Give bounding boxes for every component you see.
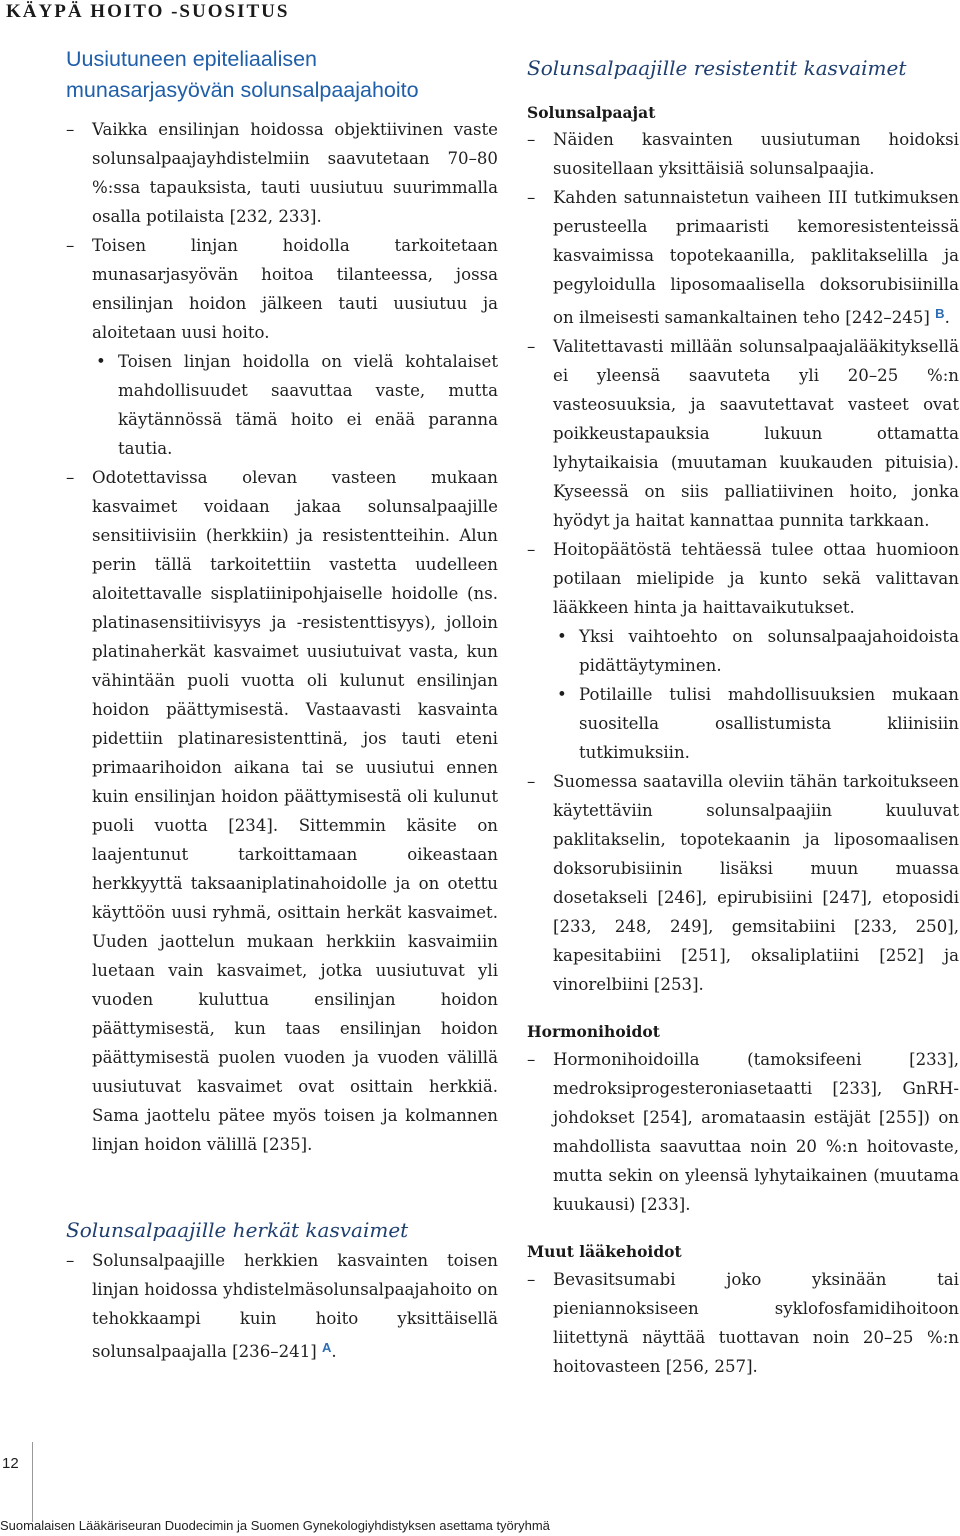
list-item: – Toisen linjan hoidolla tarkoitetaan munasarjasyövän hoitoa tilanteessa, jossa ensilinjan hoidon jälkeen tauti uusiutuu ja aloitetaan uusi hoito. <box>66 236 498 342</box>
right-body <box>527 56 959 1381</box>
list-item: – Näiden kasvainten uusiutuman hoidoksi suositellaan yksittäisiä solunsalpaajia. <box>527 130 959 178</box>
evidence-level-badge: A <box>322 1340 332 1355</box>
subsection-title: Solunsalpaajille herkät kasvaimet <box>66 1218 409 1242</box>
subheading: Muut lääkehoidot <box>527 1242 682 1261</box>
page-number: 12 <box>2 1455 19 1472</box>
document-header: KÄYPÄ HOITO -SUOSITUS <box>6 1 290 22</box>
list-item: – Hormonihoidoilla (tamoksifeeni [233], medroksiprogesteroniasetaatti [233], GnRH-johdokset [254], aromataasin estäjät [255]) on mahdollista saavuttaa noin 20 %:n hoitovaste, mutta sekin on yleensä lyhytaikainen (muutama kuukausi) [233]. <box>527 1050 959 1214</box>
list-item: – Kahden satunnaistetun vaiheen III tutkimuksen perusteella primaaristi kemoresistenteissä kasvaimissa topotekaanilla, paklitakselilla ja pegyloidulla liposomaalisella doksorubisiinilla on ilmeisesti samankaltainen teho [242–245] $^B$. <box>527 188 959 327</box>
list-item: – Vaikka ensilinjan hoidossa objektiivinen vaste solunsalpaajayhdistelmiin saavutetaan 70–80 %:ssa tapauksista, tauti uusiutuu suurimmalla osalla potilaista [232, 233]. <box>66 120 498 226</box>
bullet-item: • Toisen linjan hoidolla on vielä kohtalaiset mahdollisuudet saavuttaa vaste, mutta käytännössä tämä hoito ei enää paranna tautia. <box>96 352 498 458</box>
left-section2 <box>66 1218 498 1366</box>
list-item: – Valitettavasti millään solunsalpaajalääkityksellä ei yleensä saavuteta yli 20–25 %:n vasteosuuksia, ja saavutettavat vasteet ovat poikkeustapauksia lukuun ottamatta lyhytaikaisia (muutaman kuukauden pituisia). Kyseessä on siis palliatiivinen hoito, jonka hyödyt ja haitat kannattaa punnita tarkkaan. <box>527 337 959 530</box>
list-item: – Solunsalpaajille herkkien kasvainten toisen linjan hoidossa yhdistelmäsolunsalpaajahoito on tehokkaampi kuin hoito yksittäisellä solunsalpaajalla [236–241] $^A$. <box>66 1251 498 1361</box>
divider <box>32 1442 33 1522</box>
list-item: – Odotettavissa olevan vasteen mukaan kasvaimet voidaan jakaa solunsalpaajille sensitiivisiin (herkkiin) ja resistentteihin. Alun perin tällä tarkoitettiin vastetta uudelleen aloitettavalle sisplatiinipohjaiselle hoidolle (ns. platinasensitiivisyys ja -resistenttisyys), jolloin platinaherkät kasvaimet uusiutuivat vasta, kun vähintään puoli vuotta oli kulunut ensilinjan hoidon päättymisestä. Vastaavasti kasvainta pidettiin platinaresistenttinä, jos tauti eteni primaarihoidon aikana tai se uusiutui ennen kuin ensilinjan hoidon päättymisestä oli kulunut puoli vuotta [234]. Sittemmin käsite on laajentunut tarkoittamaan oikeastaan herkkyyttä taksaaniplatinahoidolle ja on otettu käyttöön uusi ryhmä, osittain herkät kasvaimet. Uuden jaottelun mukaan herkkiin kasvaimiin luetaan vain kasvaimet, jotka uusiutuvat yli vuoden kuluttua ensilinjan hoidon päättymisestä, kun taas ensilinjan hoidon päättymisestä puolen vuoden ja vuoden välillä uusiutuvat kasvaimet ovat osittain herkkiä. Sama jaottelu pätee myös toisen ja kolmannen linjan hoidon välillä [235]. <box>66 468 498 1154</box>
list-item: – Hoitopäätöstä tehtäessä tulee ottaa huomioon potilaan mielipide ja kunto sekä valittavan lääkkeen hinta ja haittavaikutukset. <box>527 540 959 617</box>
evidence-level-badge: B <box>935 306 945 321</box>
subsection-title: Solunsalpaajille resistentit kasvaimet <box>527 56 907 80</box>
bullet-item: • Potilaille tulisi mahdollisuuksien mukaan suositella osallistumista kliinisiin tutkimuksiin. <box>557 685 959 762</box>
subheading: Solunsalpaajat <box>527 103 656 122</box>
list-item: – Suomessa saatavilla oleviin tähän tarkoitukseen käytettäviin solunsalpaajiin kuuluvat paklitakselin, topotekaanin ja liposomaalisen doksorubisiinin lisäksi muun muassa dosetakseli [246], epirubisiini [247], etoposidi [233, 248, 249], gemsitabiini [233, 250], kapesitabiini [251], oksaliplatiini [252] ja vinorelbiini [253]. <box>527 772 959 994</box>
page-footer: Suomalaisen Lääkäriseuran Duodecimin ja Suomen Gynekologiyhdistyksen asettama työryhmä <box>0 1518 550 1533</box>
bullet-item: • Yksi vaihtoehto on solunsalpaajahoidoista pidättäytyminen. <box>557 627 959 675</box>
subheading: Hormonihoidot <box>527 1022 660 1041</box>
list-item: – Bevasitsumabi joko yksinään tai pieniannoksiseen syklofosfamidihoitoon liitettynä näyttää tuottavan noin 20–25 %:n hoitovasteen [256, 257]. <box>527 1270 959 1376</box>
left-body <box>66 115 498 1159</box>
section-title: Uusiutuneen epiteliaalisen munasarjasyövän solunsalpaajahoito <box>66 47 419 102</box>
